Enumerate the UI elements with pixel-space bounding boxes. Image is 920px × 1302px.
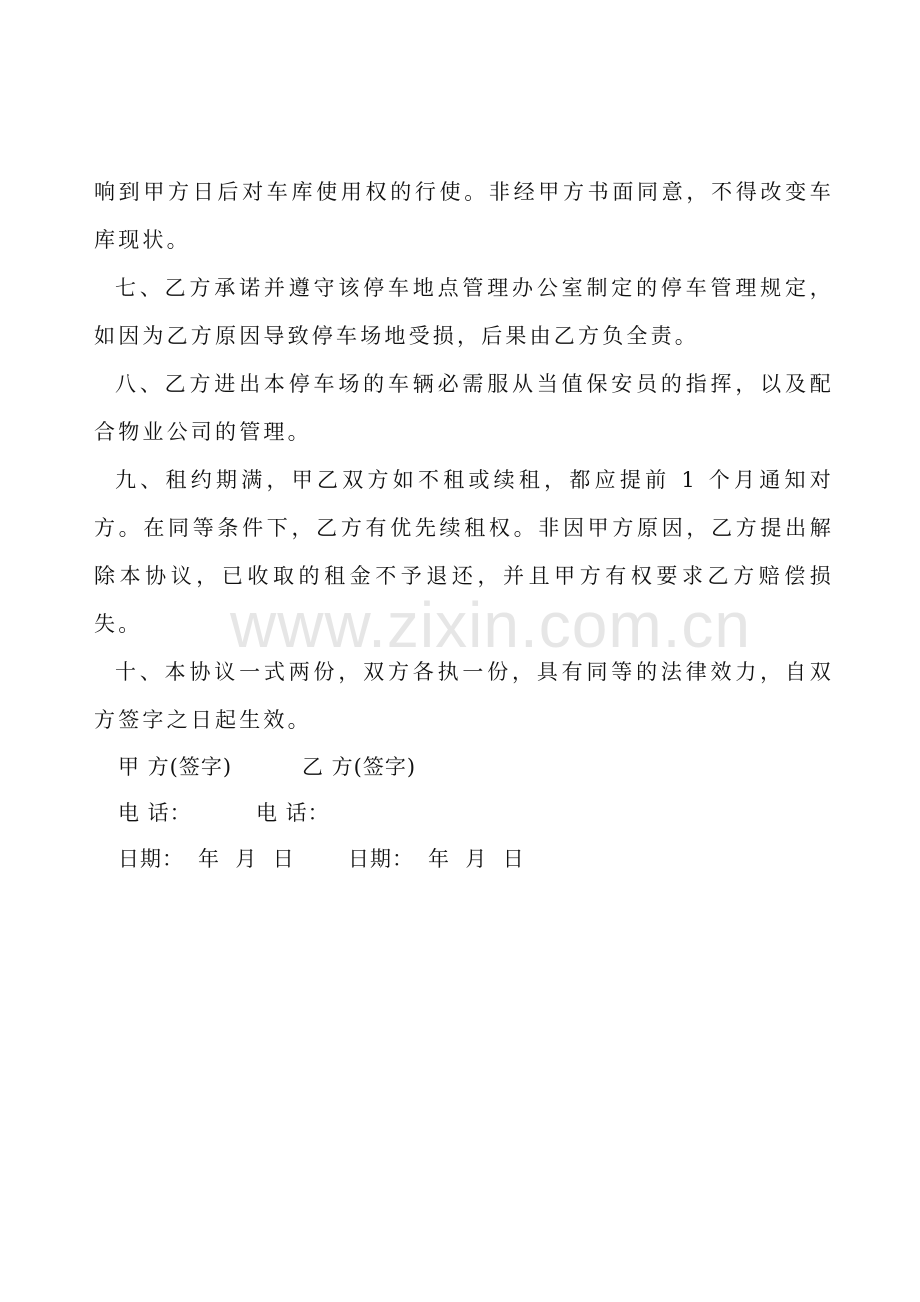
paragraph-clause-10: 十、本协议一式两份，双方各执一份，具有同等的法律效力，自双方签字之日起生效。 xyxy=(94,660,834,732)
document-page xyxy=(94,168,834,882)
paragraph-clause-7: 七、乙方承诺并遵守该停车地点管理办公室制定的停车管理规定，如因为乙方原因导致停车场地受损，后果由乙方负全责。 xyxy=(94,276,834,348)
party-b-phone-label: 电 话： xyxy=(256,801,330,825)
party-b-signature-label: 乙 方(签字) xyxy=(302,755,417,779)
paragraph-clause-9: 九、租约期满，甲乙双方如不租或续租，都应提前 1 个月通知对方。在同等条件下，乙方有优先续租权。非因甲方原因，乙方提出解除本协议，已收取的租金不予退还，并且甲方有权要求乙方赔偿损失。 xyxy=(94,468,834,636)
party-a-date-fields: 年 月 日 xyxy=(198,847,295,871)
signature-row-parties xyxy=(94,744,834,790)
signature-row-date xyxy=(94,836,834,882)
party-a-date-label: 日期： xyxy=(118,847,184,871)
paragraph-clause-8: 八、乙方进出本停车场的车辆必需服从当值保安员的指挥，以及配合物业公司的管理。 xyxy=(94,372,834,444)
party-b-date-fields: 年 月 日 xyxy=(428,847,525,871)
party-a-signature-label: 甲 方(签字) xyxy=(118,755,233,779)
party-b-date-label: 日期： xyxy=(348,847,414,871)
signature-block xyxy=(94,744,834,882)
paragraph-clause-6-continued: 响到甲方日后对车库使用权的行使。非经甲方书面同意，不得改变车库现状。 xyxy=(94,180,834,252)
watermark: www.zixin.com.cn xyxy=(230,589,751,661)
signature-row-phone xyxy=(94,790,834,836)
party-a-phone-label: 电 话： xyxy=(118,801,192,825)
